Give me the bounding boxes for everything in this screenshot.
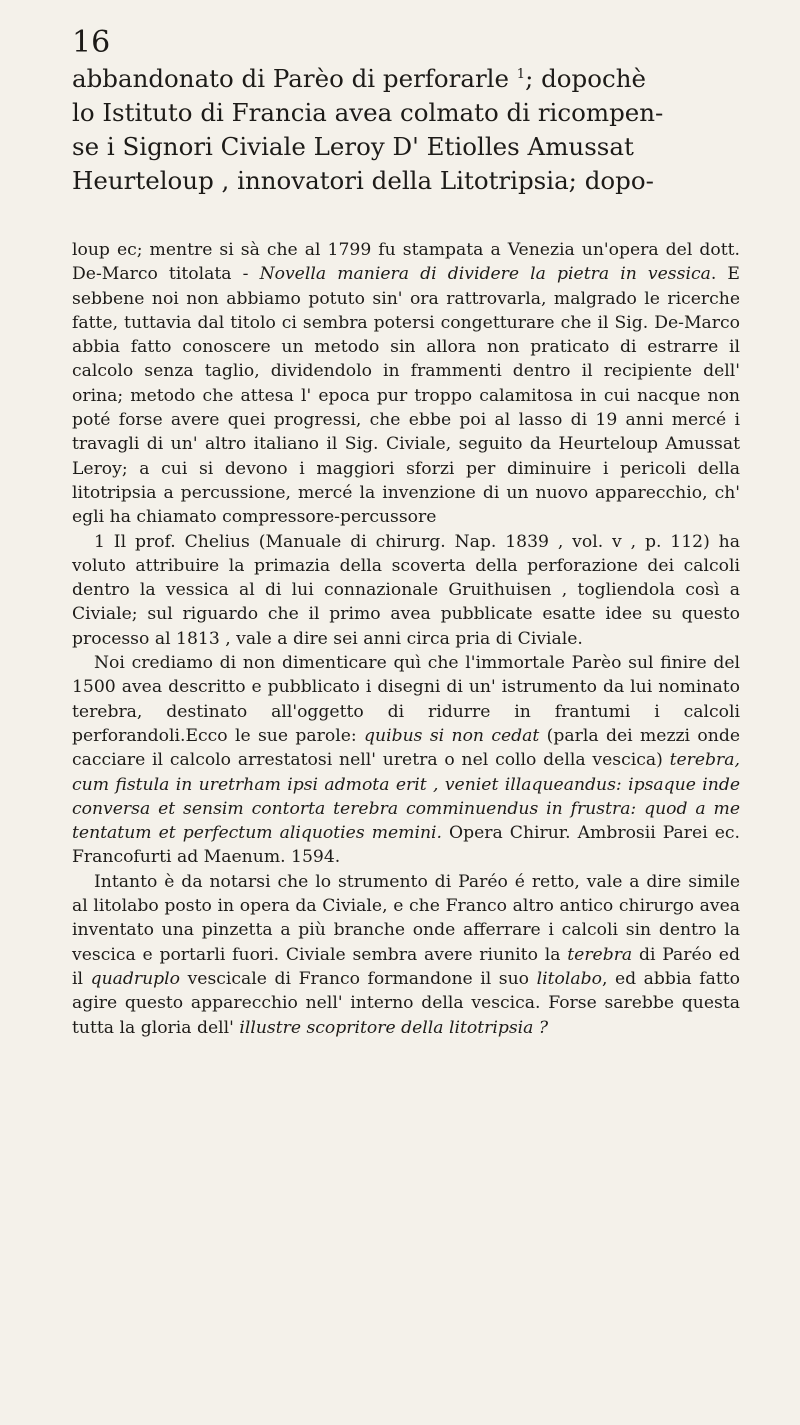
footnote: 1 Il prof. Chelius (Manuale di chirurg. Nap. 1839 , vol. v , p. 112) ha voluto attribuire la primazia della scoverta della perforazione dei calcoli dentro la vessica al di lui connazionale Gruithuisen , togliendola così a Civiale; sul riguardo che il primo avea pubblicate esatte idee su questo processo al 1813 , vale a dire sei anni circa pria di Civiale. — [72, 531, 740, 649]
footnote-reference: 1 — [516, 66, 526, 82]
body-paragraph-1: loup ec; mentre si sà che al 1799 fu stampata a Venezia un'opera del dott. De-Marco titolata - Novella maniera di dividere la pietra in vessica. E sebbene noi non abbiamo potuto sin' ora rattrovarla, malgrado le ricerche fatte, tuttavia dal titolo ci sembra potersi congetturare che il Sig. De-Marco abbia fatto conoscere un metodo sin allora non praticato di estrarre il calcolo senza taglio, dividendolo in frammenti dentro il recipiente dell' orina; metodo che attesa l' epoca pur troppo calamitosa in cui nacque non poté forse avere quei progressi, che ebbe poi al lasso di 19 anni mercé i travagli di un' altro italiano il Sig. Civiale, seguito da Heurteloup Amussat Leroy; a cui si devono i maggiori sforzi per diminuire i pericoli della litotripsia a percussione, mercé la invenzione di un nuovo apparecchio, ch' egli ha chiamato compressore-percussore — [72, 240, 740, 528]
body-paragraph-2: Noi crediamo di non dimenticare quì che l'immortale Parèo sul finire del 1500 avea descritto e pubblicato i disegni di un' istrumento da lui nominato terebra, destinato all'oggetto di ridurre in frantumi i calcoli perforandoli.Ecco le sue parole: quibus si non cedat (parla dei mezzi onde cacciare il calcolo arrestatosi nell' uretra o nel collo della vescica) terebra, cum fistula in uretrham ipsi admota erit , veniet illaqueandus: ipsaque inde conversa et sensim contorta terebra comminuendus in frustra: quod a me tentatum et perfectum aliquoties memini. Opera Chirur. Ambrosii Parei ec. Francofurti ad Maenum. 1594. — [72, 653, 740, 868]
large-line-2: lo Istituto di Francia avea colmato di ricompen- — [72, 98, 664, 127]
body-paragraph-3: Intanto è da notarsi che lo strumento di Paréo é retto, vale a dire simile al litolabo posto in opera da Civiale, e che Franco altro antico chirurgo avea inventato una pinzetta a più branche onde afferrare i calcoli sin dentro la vescica e portarli fuori. Civiale sembra avere riunito la terebra di Paréo ed il quadruplo vescicale di Franco formandone il suo litolabo, ed abbia fatto agire questo apparecchio nell' interno della vescica. Forse sarebbe questa tutta la gloria dell' illustre scopritore della litotripsia ? — [72, 871, 741, 1038]
work-title: Novella maniera di dividere la pietra in vessica — [259, 264, 711, 285]
large-line-4: Heurteloup , innovatori della Litotripsia; dopo- — [72, 166, 654, 195]
latin-quote-2: terebra, cum fistula in uretrham ipsi admota erit , veniet illaqueandus: ipsaque inde conversa et sensim contorta terebra comminuendus in frustra: quod a me tentatum et perfectum aliquoties memini. — [72, 750, 740, 844]
page-number: 16 — [72, 25, 111, 60]
large-line-1: abbandonato di Parèo di perforarle $^1$; dopochè — [72, 64, 646, 93]
large-line-3: se i Signori Civiale Leroy D' Etiolles Amussat — [72, 132, 634, 161]
latin-quote-1: quibus si non cedat — [364, 725, 540, 746]
large-type-paragraph — [72, 62, 740, 198]
